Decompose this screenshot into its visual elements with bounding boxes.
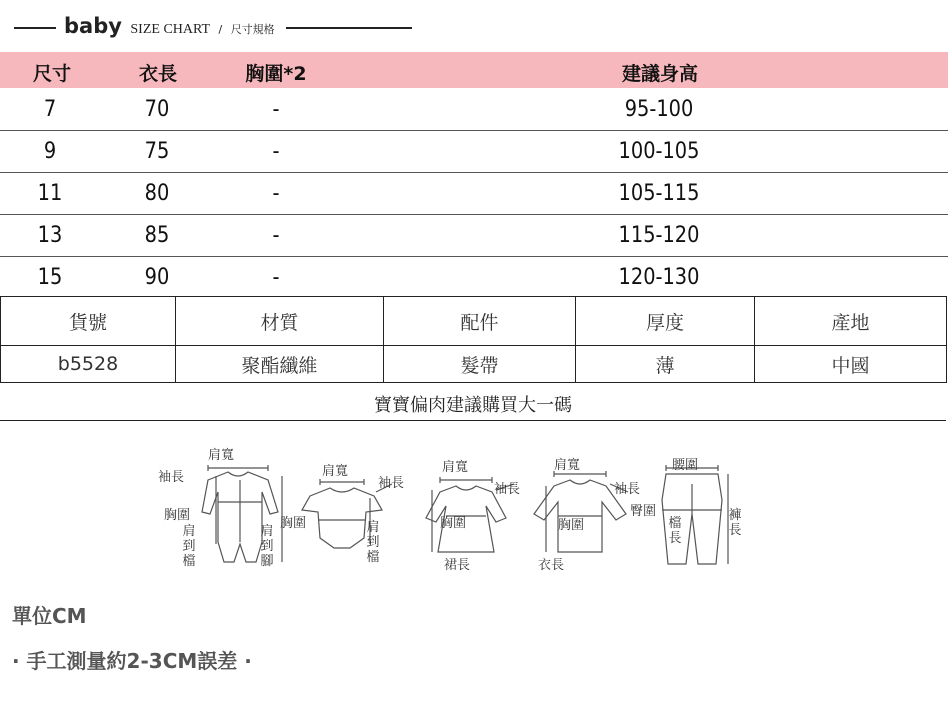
cell-chest: -: [272, 181, 280, 206]
title-sub-zh: 尺寸規格: [230, 23, 275, 36]
title-divider-left: [14, 27, 56, 29]
title-divider-right: [286, 27, 412, 29]
cell-size: 9: [43, 139, 57, 164]
cell-size: 13: [37, 223, 63, 248]
header-height: 建議身高: [621, 63, 699, 85]
measurement-diagram: [150, 440, 750, 590]
cell-length: 90: [144, 265, 170, 290]
cell-size: 7: [43, 97, 57, 122]
title-separator: /: [218, 23, 223, 36]
cell-chest: -: [272, 223, 280, 248]
cell-length: 75: [144, 139, 170, 164]
info-header-item-no: 貨號: [1, 297, 176, 346]
bodysuit-sleeve-label: 袖長: [378, 476, 405, 491]
table-row: [0, 130, 948, 173]
cell-chest: -: [272, 97, 280, 122]
top-shoulder-label: 肩寬: [554, 458, 581, 473]
info-thickness: 薄: [576, 346, 755, 383]
info-value-row: [1, 346, 947, 383]
dress-skirt-length-label: 裙長: [444, 558, 471, 573]
table-row: [0, 172, 948, 215]
header-size: 尺寸: [32, 63, 72, 85]
bodysuit-shoulder-label: 肩寬: [322, 464, 349, 479]
cell-length: 85: [144, 223, 170, 248]
romper-shoulder-to-foot-label: 肩到腳: [260, 524, 274, 569]
size-table-header: [0, 52, 948, 88]
romper-chest-label: 胸圍: [164, 508, 191, 523]
title-sub: SIZE CHART: [130, 22, 211, 37]
romper-shoulder-to-crotch-label: 肩到檔: [182, 524, 196, 569]
size-advice-note: 寶寶偏肉建議購買大一碼: [374, 395, 572, 416]
dress-sleeve-label: 袖長: [494, 482, 521, 497]
table-row: [0, 214, 948, 257]
table-row: [0, 256, 948, 298]
cell-height: 95-100: [624, 97, 694, 122]
product-info-table: [0, 296, 947, 383]
pants-crotch-label: 檔長: [668, 516, 682, 546]
pants-waist-label: 腰圍: [672, 458, 699, 473]
bodysuit-shoulder-to-crotch-label: 肩到檔: [366, 520, 380, 565]
top-length-label: 衣長: [538, 558, 565, 573]
title-text: [64, 14, 275, 38]
top-chest-label: 胸圍: [558, 518, 585, 533]
romper-sleeve-label: 袖長: [158, 470, 185, 485]
info-header-row: [1, 297, 947, 346]
info-material: 聚酯纖維: [176, 346, 384, 383]
top-sleeve-label: 袖長: [614, 482, 641, 497]
cell-height: 105-115: [618, 181, 700, 206]
cell-chest: -: [272, 139, 280, 164]
table-row: [0, 88, 948, 131]
bodysuit-chest-label: 胸圍: [280, 516, 307, 531]
cell-length: 70: [144, 97, 170, 122]
cell-size: 15: [37, 265, 63, 290]
info-header-accessory: 配件: [384, 297, 576, 346]
info-accessory: 髮帶: [384, 346, 576, 383]
dress-chest-label: 胸圍: [440, 516, 467, 531]
unit-label: 單位CM: [12, 604, 87, 628]
size-chart-title: [14, 14, 414, 40]
header-chest: 胸圍*2: [245, 63, 307, 85]
info-origin: 中國: [755, 346, 947, 383]
cell-chest: -: [272, 265, 280, 290]
cell-height: 115-120: [618, 223, 700, 248]
romper-shoulder-label: 肩寬: [208, 448, 235, 463]
info-header-thickness: 厚度: [576, 297, 755, 346]
cell-length: 80: [144, 181, 170, 206]
info-header-material: 材質: [176, 297, 384, 346]
info-header-origin: 產地: [755, 297, 947, 346]
header-length: 衣長: [138, 63, 178, 85]
cell-height: 100-105: [618, 139, 700, 164]
size-advice-row: [0, 384, 946, 421]
pants-illustration: [662, 465, 728, 564]
cell-size: 11: [37, 181, 63, 206]
measurement-error-note: · 手工測量約2-3CM誤差 ·: [12, 649, 252, 673]
pants-hip-label: 臀圍: [630, 504, 657, 519]
pants-length-label: 褲長: [728, 508, 742, 538]
dress-shoulder-label: 肩寬: [442, 460, 469, 475]
info-item-no: b5528: [1, 346, 176, 383]
cell-height: 120-130: [618, 265, 700, 290]
title-main: baby: [64, 14, 122, 38]
